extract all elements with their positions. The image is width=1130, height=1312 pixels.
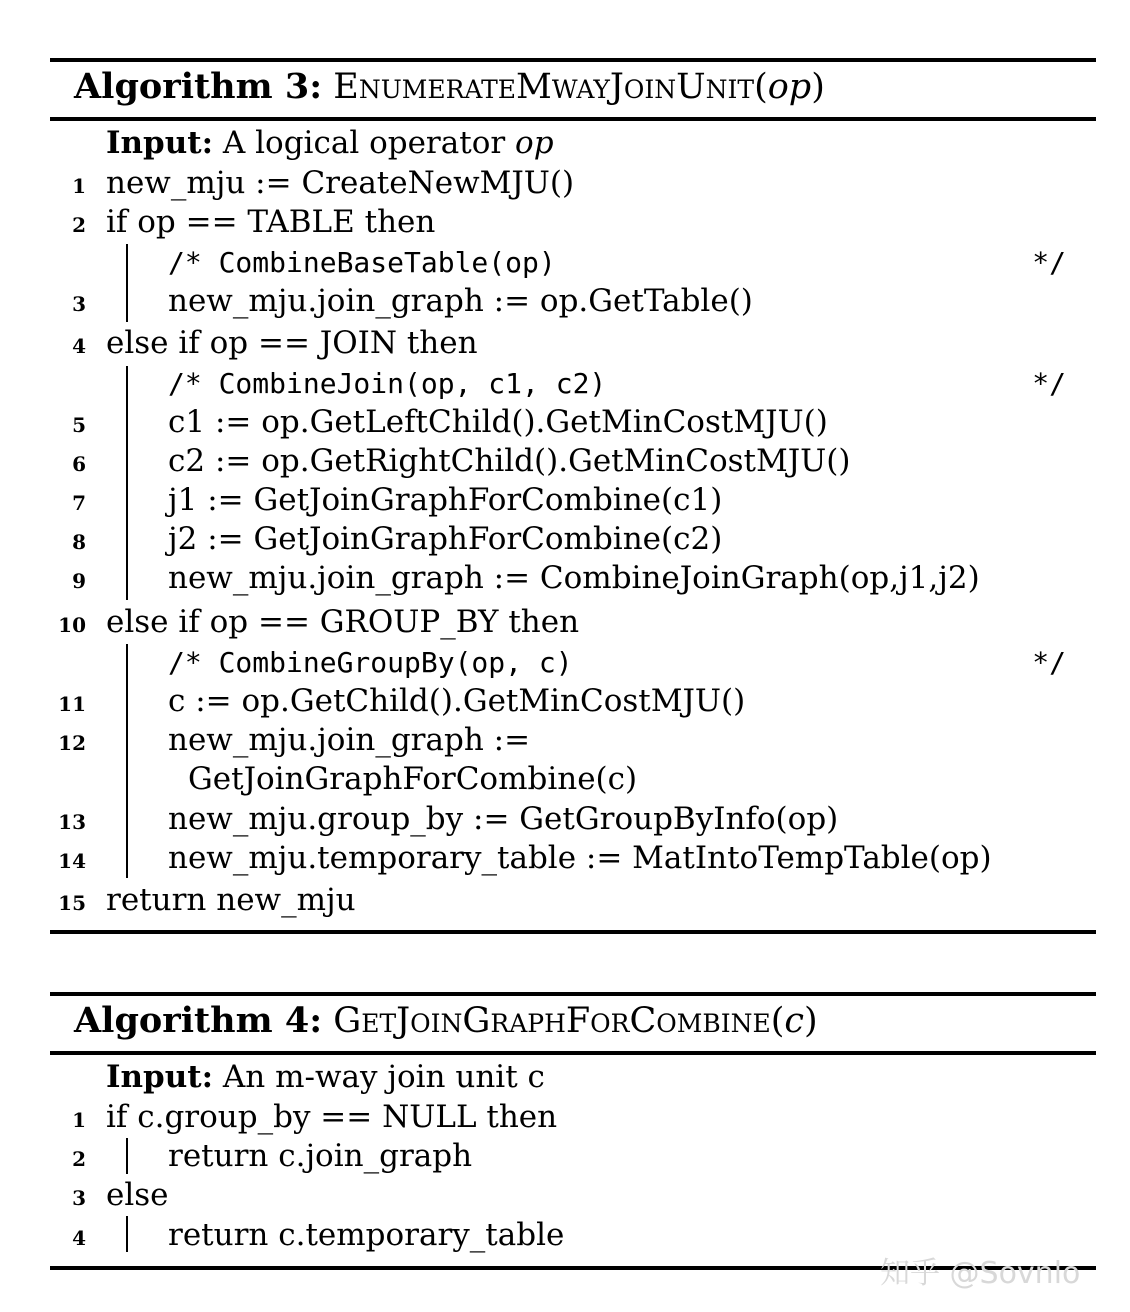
bottom-rule xyxy=(50,930,1096,934)
line-number: 2 xyxy=(72,213,86,237)
algorithm-4-title: Algorithm 4: GetJoinGraphForCombine(c) xyxy=(74,1000,818,1041)
if-block-bar xyxy=(126,244,128,322)
line-text: else if op == GROUP_BY then xyxy=(106,604,580,640)
line-text: j2 := GetJoinGraphForCombine(c2) xyxy=(168,521,723,557)
algorithm-line xyxy=(50,1176,1096,1215)
title-rule xyxy=(50,1051,1096,1055)
line-number: 7 xyxy=(72,491,86,515)
line-number: 13 xyxy=(58,810,86,834)
algorithm-line xyxy=(50,324,1096,363)
elseif-join-block-bar xyxy=(126,366,128,600)
line-number: 5 xyxy=(72,413,86,437)
algorithm-line xyxy=(50,520,1096,559)
line-text: c2 := op.GetRightChild().GetMinCostMJU() xyxy=(168,443,851,479)
input-label: Input: xyxy=(106,1059,214,1095)
line-number: 2 xyxy=(72,1147,86,1171)
line-text: return c.join_graph xyxy=(168,1138,473,1174)
top-rule xyxy=(50,992,1096,996)
algorithm-line xyxy=(50,364,1096,403)
algorithm-line xyxy=(50,800,1096,839)
algorithm-line xyxy=(50,721,1096,760)
input-text: A logical operator xyxy=(222,125,506,161)
algorithm-line xyxy=(50,203,1096,242)
line-number: 4 xyxy=(72,1226,86,1250)
line-number: 6 xyxy=(72,452,86,476)
line-text: c1 := op.GetLeftChild().GetMinCostMJU() xyxy=(168,404,828,440)
algorithm-line xyxy=(50,839,1096,878)
algorithm-line xyxy=(50,403,1096,442)
line-text: if op == TABLE then xyxy=(106,204,436,240)
line-number: 12 xyxy=(58,731,86,755)
line-text: return c.temporary_table xyxy=(168,1217,565,1253)
line-text: new_mju.temporary_table := MatIntoTempTable(op) xyxy=(168,840,992,876)
input-line xyxy=(50,1058,1096,1097)
algorithm-line xyxy=(50,1137,1096,1176)
then-block-bar xyxy=(126,1138,128,1174)
algorithm-label: Algorithm 4: xyxy=(74,1000,323,1041)
comment-end: */ xyxy=(1032,646,1066,679)
line-text: else if op == JOIN then xyxy=(106,325,478,361)
algorithm-line xyxy=(50,481,1096,520)
title-rule xyxy=(50,117,1096,121)
input-var: op xyxy=(515,125,554,161)
watermark: 知乎 @Sovnlo xyxy=(880,1256,1081,1291)
algorithm-line xyxy=(50,442,1096,481)
algorithm-line xyxy=(50,603,1096,642)
input-label: Input: xyxy=(106,125,214,161)
line-text: j1 := GetJoinGraphForCombine(c1) xyxy=(168,482,723,518)
comment-text: /* CombineGroupBy(op, c) xyxy=(168,646,573,679)
algorithm-line xyxy=(50,243,1096,282)
line-number: 3 xyxy=(72,292,86,316)
algorithm-arg: op xyxy=(767,67,812,107)
line-number: 3 xyxy=(72,1186,86,1210)
comment-end: */ xyxy=(1032,367,1066,400)
algorithm-arg: c xyxy=(784,1001,804,1041)
algorithm-line xyxy=(50,682,1096,721)
line-text: if c.group_by == NULL then xyxy=(106,1099,558,1135)
line-text: new_mju := CreateNewMJU() xyxy=(106,165,575,201)
algorithm-label: Algorithm 3: xyxy=(74,66,323,107)
algorithm-line xyxy=(50,760,1096,799)
algorithm-line xyxy=(50,881,1096,920)
input-line xyxy=(50,124,1096,163)
line-number: 11 xyxy=(58,692,86,716)
algorithm-line xyxy=(50,1098,1096,1137)
line-number: 4 xyxy=(72,334,86,358)
algorithm-name: GetJoinGraphForCombine xyxy=(333,1001,771,1041)
line-number: 15 xyxy=(58,891,86,915)
input-text: An m-way join unit c xyxy=(222,1059,545,1095)
line-text: c := op.GetChild().GetMinCostMJU() xyxy=(168,683,746,719)
algorithm-3-title: Algorithm 3: EnumerateMwayJoinUnit(op) xyxy=(74,66,825,107)
line-number: 14 xyxy=(58,849,86,873)
comment-end: */ xyxy=(1032,246,1066,279)
line-number: 1 xyxy=(72,174,86,198)
line-number: 8 xyxy=(72,530,86,554)
line-number: 1 xyxy=(72,1108,86,1132)
algorithm-line xyxy=(50,643,1096,682)
line-text: new_mju.join_graph := CombineJoinGraph(op,j1,j2) xyxy=(168,560,980,596)
elseif-groupby-block-bar xyxy=(126,644,128,878)
line-text: return new_mju xyxy=(106,882,356,918)
comment-text: /* CombineBaseTable(op) xyxy=(168,246,556,279)
algorithm-line xyxy=(50,282,1096,321)
comment-text: /* CombineJoin(op, c1, c2) xyxy=(168,367,607,400)
line-text: new_mju.group_by := GetGroupByInfo(op) xyxy=(168,801,839,837)
line-text: else xyxy=(106,1177,169,1213)
else-block-bar xyxy=(126,1216,128,1252)
line-text: new_mju.join_graph := op.GetTable() xyxy=(168,283,753,319)
line-number: 9 xyxy=(72,569,86,593)
line-text: new_mju.join_graph := xyxy=(168,722,531,758)
line-number: 10 xyxy=(58,613,86,637)
algorithm-line xyxy=(50,559,1096,598)
algorithm-name: EnumerateMwayJoinUnit xyxy=(333,67,755,107)
top-rule xyxy=(50,58,1096,62)
line-text: GetJoinGraphForCombine(c) xyxy=(188,761,638,797)
algorithm-line xyxy=(50,164,1096,203)
